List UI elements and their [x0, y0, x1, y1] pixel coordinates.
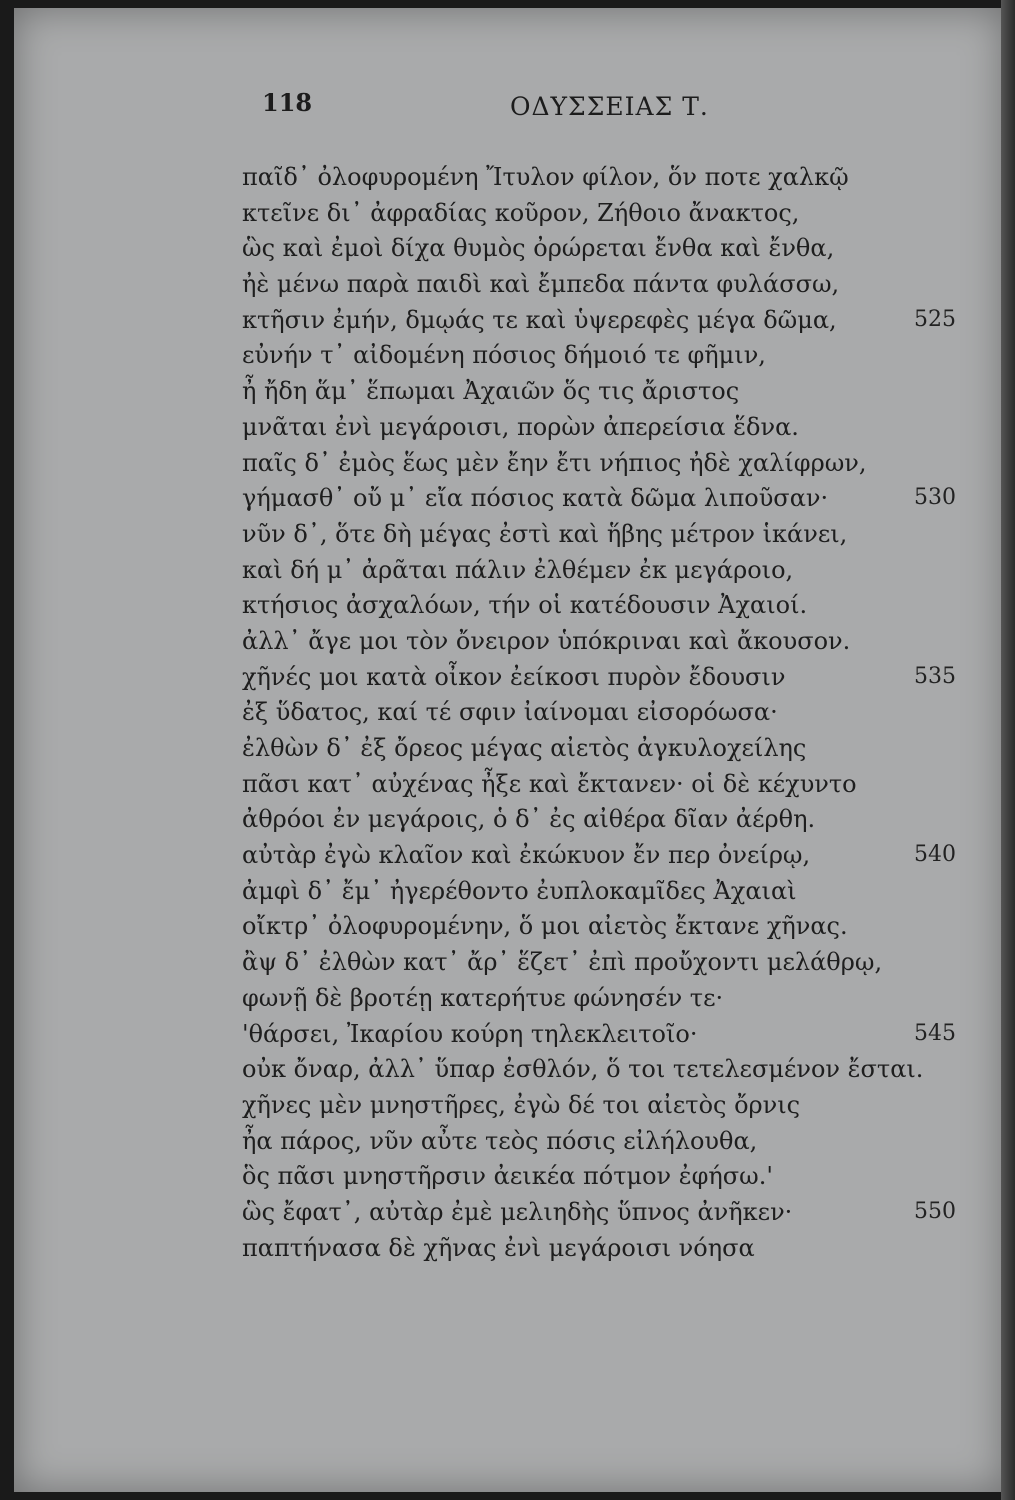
verse-line: ὣς ἔφατ᾿, αὐτὰρ ἐμὲ μελιηδὴς ὕπνος ἀνῆκεν·: [242, 1197, 793, 1226]
verse-line: νῦν δ᾿, ὅτε δὴ μέγας ἐστὶ καὶ ἥβης μέτρον ἱκάνει,: [242, 519, 848, 548]
verse-line: χῆνές μοι κατὰ οἶκον ἐείκοσι πυρὸν ἔδουσιν: [242, 662, 786, 691]
line-number: 540: [914, 842, 956, 868]
verse-line: παῖδ᾿ ὀλοφυρομένη Ἴτυλον φίλον, ὅν ποτε χαλκῷ: [242, 163, 849, 191]
line-number: 535: [914, 663, 956, 689]
verse-line: μνᾶται ἐνὶ μεγάροισι, πορὼν ἀπερείσια ἕδνα.: [242, 412, 799, 441]
verse-line: καὶ δή μ᾿ ἀρᾶται πάλιν ἐλθέμεν ἐκ μεγάροιο,: [242, 555, 794, 584]
verse-line: φωνῇ δὲ βροτέῃ κατερήτυε φώνησέν τε·: [242, 983, 724, 1012]
line-number: 530: [914, 485, 956, 511]
verse-line: ἦ ἤδη ἅμ᾿ ἕπωμαι Ἀχαιῶν ὅς τις ἄριστος: [242, 377, 740, 406]
verse-line: ἐλθὼν δ᾿ ἐξ ὄρεος μέγας αἰετὸς ἀγκυλοχείλης: [242, 734, 807, 762]
book-page: [14, 8, 1004, 1492]
line-number: 525: [914, 306, 956, 332]
verse-line: παῖς δ᾿ ἐμὸς ἕως μὲν ἔην ἔτι νήπιος ἠδὲ χαλίφρων,: [242, 448, 867, 477]
verse-line: κτεῖνε δι᾿ ἀφραδίας κοῦρον, Ζήθοιο ἄνακτος,: [242, 198, 800, 227]
verse-line: αὐτὰρ ἐγὼ κλαῖον καὶ ἐκώκυον ἔν περ ὀνείρῳ,: [242, 841, 811, 870]
verse-line: κτῆσιν ἐμήν, δμῳάς τε καὶ ὑψερεφὲς μέγα δῶμα,: [242, 305, 837, 334]
verse-line: ὃς πᾶσι μνηστῆρσιν ἀεικέα πότμον ἐφήσω.': [242, 1162, 773, 1191]
line-number: 545: [914, 1020, 956, 1046]
page-number: 118: [262, 88, 313, 117]
page-header: [14, 88, 1004, 128]
verse-line: ἠὲ μένω παρὰ παιδὶ καὶ ἔμπεδα πάντα φυλάσσω,: [242, 270, 840, 299]
verse-line: ὣς καὶ ἐμοὶ δίχα θυμὸς ὀρώρεται ἔνθα καὶ ἔνθα,: [242, 234, 835, 263]
verse-line: χῆνες μὲν μνηστῆρες, ἐγὼ δέ τοι αἰετὸς ὄρνις: [242, 1090, 801, 1119]
verse-line: ἂψ δ᾿ ἐλθὼν κατ᾿ ἄρ᾿ ἕζετ᾿ ἐπὶ προὔχοντι μελάθρῳ,: [242, 948, 883, 977]
verse-line: 'θάρσει, Ἰκαρίου κούρη τηλεκλειτοῖο·: [242, 1019, 698, 1048]
verse-line: γήμασθ᾿ οὔ μ᾿ εἴα πόσιος κατὰ δῶμα λιποῦσαν·: [242, 484, 829, 513]
verse-line: οὐκ ὄναρ, ἀλλ᾿ ὕπαρ ἐσθλόν, ὅ τοι τετελεσμένον ἔσται.: [242, 1055, 924, 1084]
verse-line: παπτήνασα δὲ χῆνας ἐνὶ μεγάροισι νόησα: [242, 1233, 755, 1262]
verse-line: ἀλλ᾿ ἄγε μοι τὸν ὄνειρον ὑπόκριναι καὶ ἄκουσον.: [242, 626, 851, 655]
verse-line: ἐξ ὕδατος, καί τέ σφιν ἰαίνομαι εἰσορόωσα·: [242, 698, 778, 727]
line-number: 550: [914, 1199, 956, 1225]
verse-line: πᾶσι κατ᾿ αὐχένας ἦξε καὶ ἔκτανεν· οἱ δὲ κέχυντο: [242, 769, 857, 798]
running-head: ΟΔΥΣΣΕΙΑΣ Τ.: [510, 92, 709, 121]
verse-line: κτήσιος ἀσχαλόων, τήν οἱ κατέδουσιν Ἀχαιοί.: [242, 591, 808, 620]
verse-line: ἦα πάρος, νῦν αὖτε τεὸς πόσις εἰλήλουθα,: [242, 1126, 758, 1155]
verse-line: εὐνήν τ᾿ αἰδομένη πόσιος δήμοιό τε φῆμιν,: [242, 341, 766, 370]
book-edge: [1001, 0, 1015, 1500]
verse-text: [242, 160, 942, 1266]
verse-line: ἀθρόοι ἐν μεγάροις, ὁ δ᾿ ἐς αἰθέρα δῖαν ἀέρθη.: [242, 805, 816, 834]
verse-line: οἴκτρ᾿ ὀλοφυρομένην, ὅ μοι αἰετὸς ἔκτανε χῆνας.: [242, 912, 848, 941]
verse-line: ἀμφὶ δ᾿ ἔμ᾿ ἠγερέθοντο ἐυπλοκαμῖδες Ἀχαιαὶ: [242, 876, 797, 905]
